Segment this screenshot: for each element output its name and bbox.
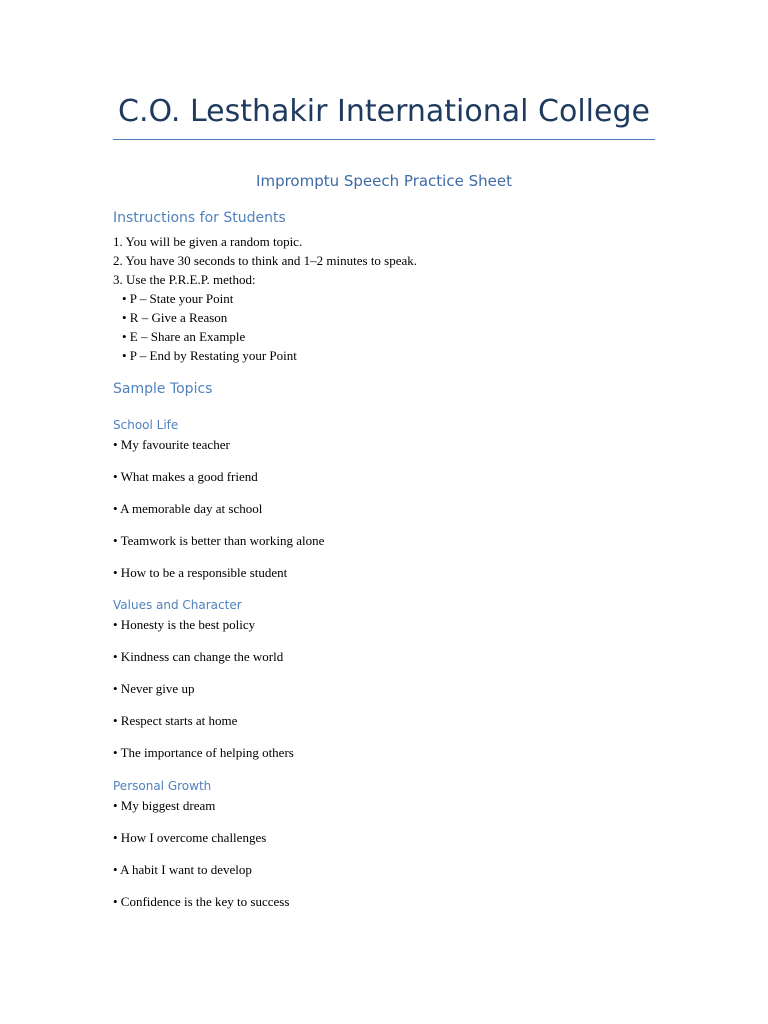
instruction-step: 2. You have 30 seconds to think and 1–2 minutes to speak. [113, 253, 418, 268]
list-item: • Honesty is the best policy [113, 617, 256, 632]
list-item: • The importance of helping others [113, 745, 294, 760]
instructions-heading: Instructions for Students [113, 210, 286, 226]
list-item: • Never give up [113, 681, 195, 696]
section-heading-personal-growth: Personal Growth [113, 779, 212, 793]
list-item: • My favourite teacher [113, 437, 230, 452]
section-heading-school-life: School Life [113, 418, 179, 432]
prep-item: • P – End by Restating your Point [122, 348, 297, 363]
prep-item: • P – State your Point [122, 291, 234, 306]
prep-item: • R – Give a Reason [122, 310, 228, 325]
page-title: C.O. Lesthakir International College [118, 94, 650, 129]
list-item: • My biggest dream [113, 798, 216, 813]
list-item: • What makes a good friend [113, 469, 258, 484]
list-item: • A memorable day at school [113, 501, 263, 516]
instruction-step: 1. You will be given a random topic. [113, 234, 303, 249]
list-item: • Kindness can change the world [113, 649, 284, 664]
list-item: • How to be a responsible student [113, 565, 288, 580]
list-item: • A habit I want to develop [113, 862, 252, 877]
list-item: • Respect starts at home [113, 713, 238, 728]
topics-heading: Sample Topics [113, 381, 213, 397]
list-item: • How I overcome challenges [113, 830, 267, 845]
page-subtitle: Impromptu Speech Practice Sheet [256, 172, 512, 190]
section-heading-values: Values and Character [113, 598, 242, 612]
prep-item: • E – Share an Example [122, 329, 246, 344]
instruction-step: 3. Use the P.R.E.P. method: [113, 272, 256, 287]
title-underline [113, 139, 655, 140]
list-item: • Teamwork is better than working alone [113, 533, 325, 548]
list-item: • Confidence is the key to success [113, 894, 290, 909]
